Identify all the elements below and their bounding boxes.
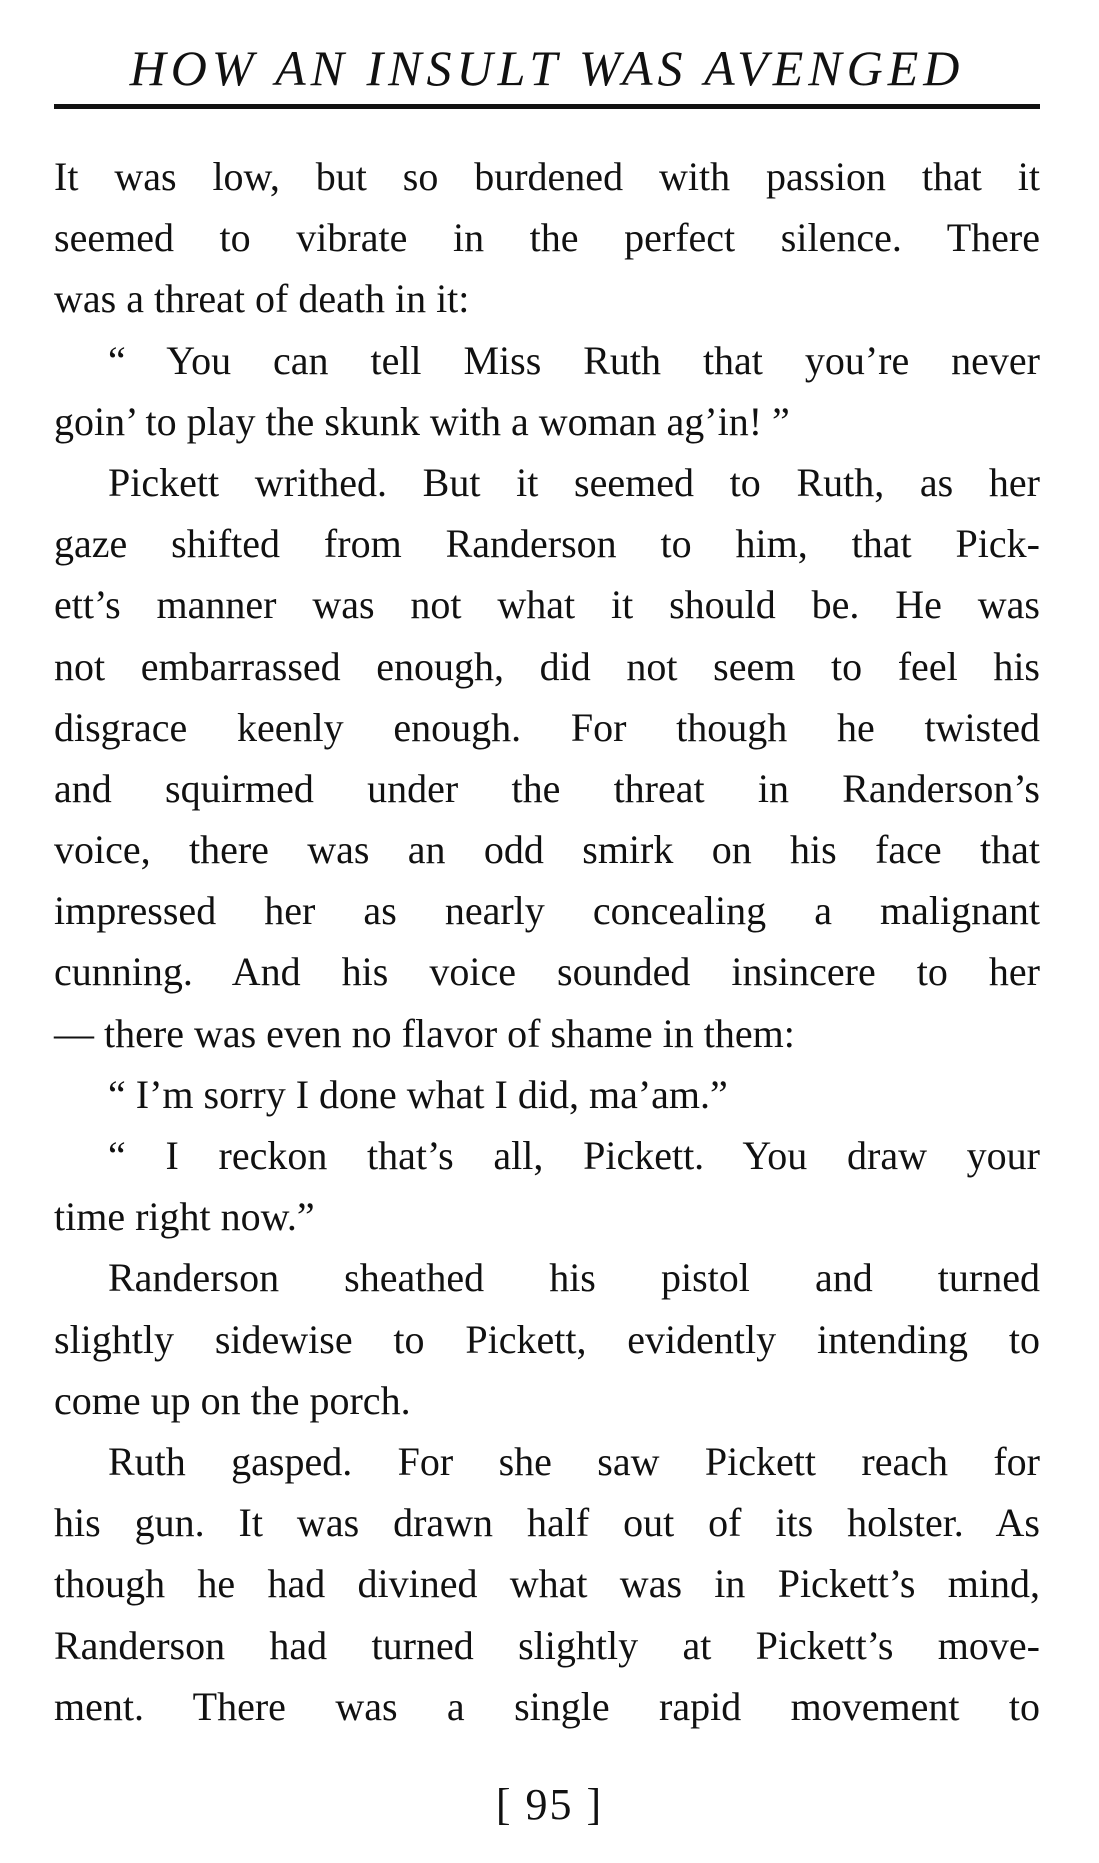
text-line: ment. There was a single rapid movement to xyxy=(54,1683,1040,1729)
text-line: impressed her as nearly concealing a malignant xyxy=(54,888,1040,934)
text-line: his gun. It was drawn half out of its holster. As xyxy=(54,1500,1040,1546)
page-number: [ 95 ] xyxy=(495,1780,604,1829)
text-line: disgrace keenly enough. For though he twisted xyxy=(54,704,1040,750)
text-line: gaze shifted from Randerson to him, that Pick- xyxy=(54,521,1040,567)
text-line: It was low, but so burdened with passion that it xyxy=(54,154,1040,199)
body-text xyxy=(54,146,1040,1737)
text-line: not embarrassed enough, did not seem to feel his xyxy=(54,643,1040,689)
text-line: though he had divined what was in Pickett’s mind, xyxy=(54,1561,1040,1607)
text-line: “ I’m sorry I done what I did, ma’am.” xyxy=(108,1071,728,1117)
text-line: and squirmed under the threat in Randerson’s xyxy=(54,765,1040,811)
text-line: Randerson had turned slightly at Pickett’s move- xyxy=(54,1622,1040,1668)
text-line: Pickett writhed. But it seemed to Ruth, as her xyxy=(108,459,1040,505)
text-line: voice, there was an odd smirk on his face that xyxy=(54,827,1040,873)
text-line: slightly sidewise to Pickett, evidently intending to xyxy=(54,1316,1040,1362)
text-line: Randerson sheathed his pistol and turned xyxy=(108,1255,1040,1301)
text-line: Ruth gasped. For she saw Pickett reach for xyxy=(108,1438,1040,1484)
text-line: “ I reckon that’s all, Pickett. You draw your xyxy=(108,1133,1040,1178)
text-line: ett’s manner was not what it should be. He was xyxy=(54,582,1040,628)
text-line: cunning. And his voice sounded insincere to her xyxy=(54,949,1040,995)
text-line: seemed to vibrate in the perfect silence. There xyxy=(54,215,1040,261)
text-line: “ You can tell Miss Ruth that you’re never xyxy=(108,337,1040,383)
text-line: was a threat of death in it: xyxy=(54,276,470,322)
header-rule xyxy=(54,104,1040,109)
text-line: time right now.” xyxy=(54,1194,315,1240)
text-line: goin’ to play the skunk with a woman ag’in! ” xyxy=(54,398,790,444)
running-head: HOW AN INSULT WAS AVENGED xyxy=(129,40,965,96)
text-line: — there was even no flavor of shame in them: xyxy=(54,1010,795,1056)
text-line: come up on the porch. xyxy=(54,1377,411,1423)
